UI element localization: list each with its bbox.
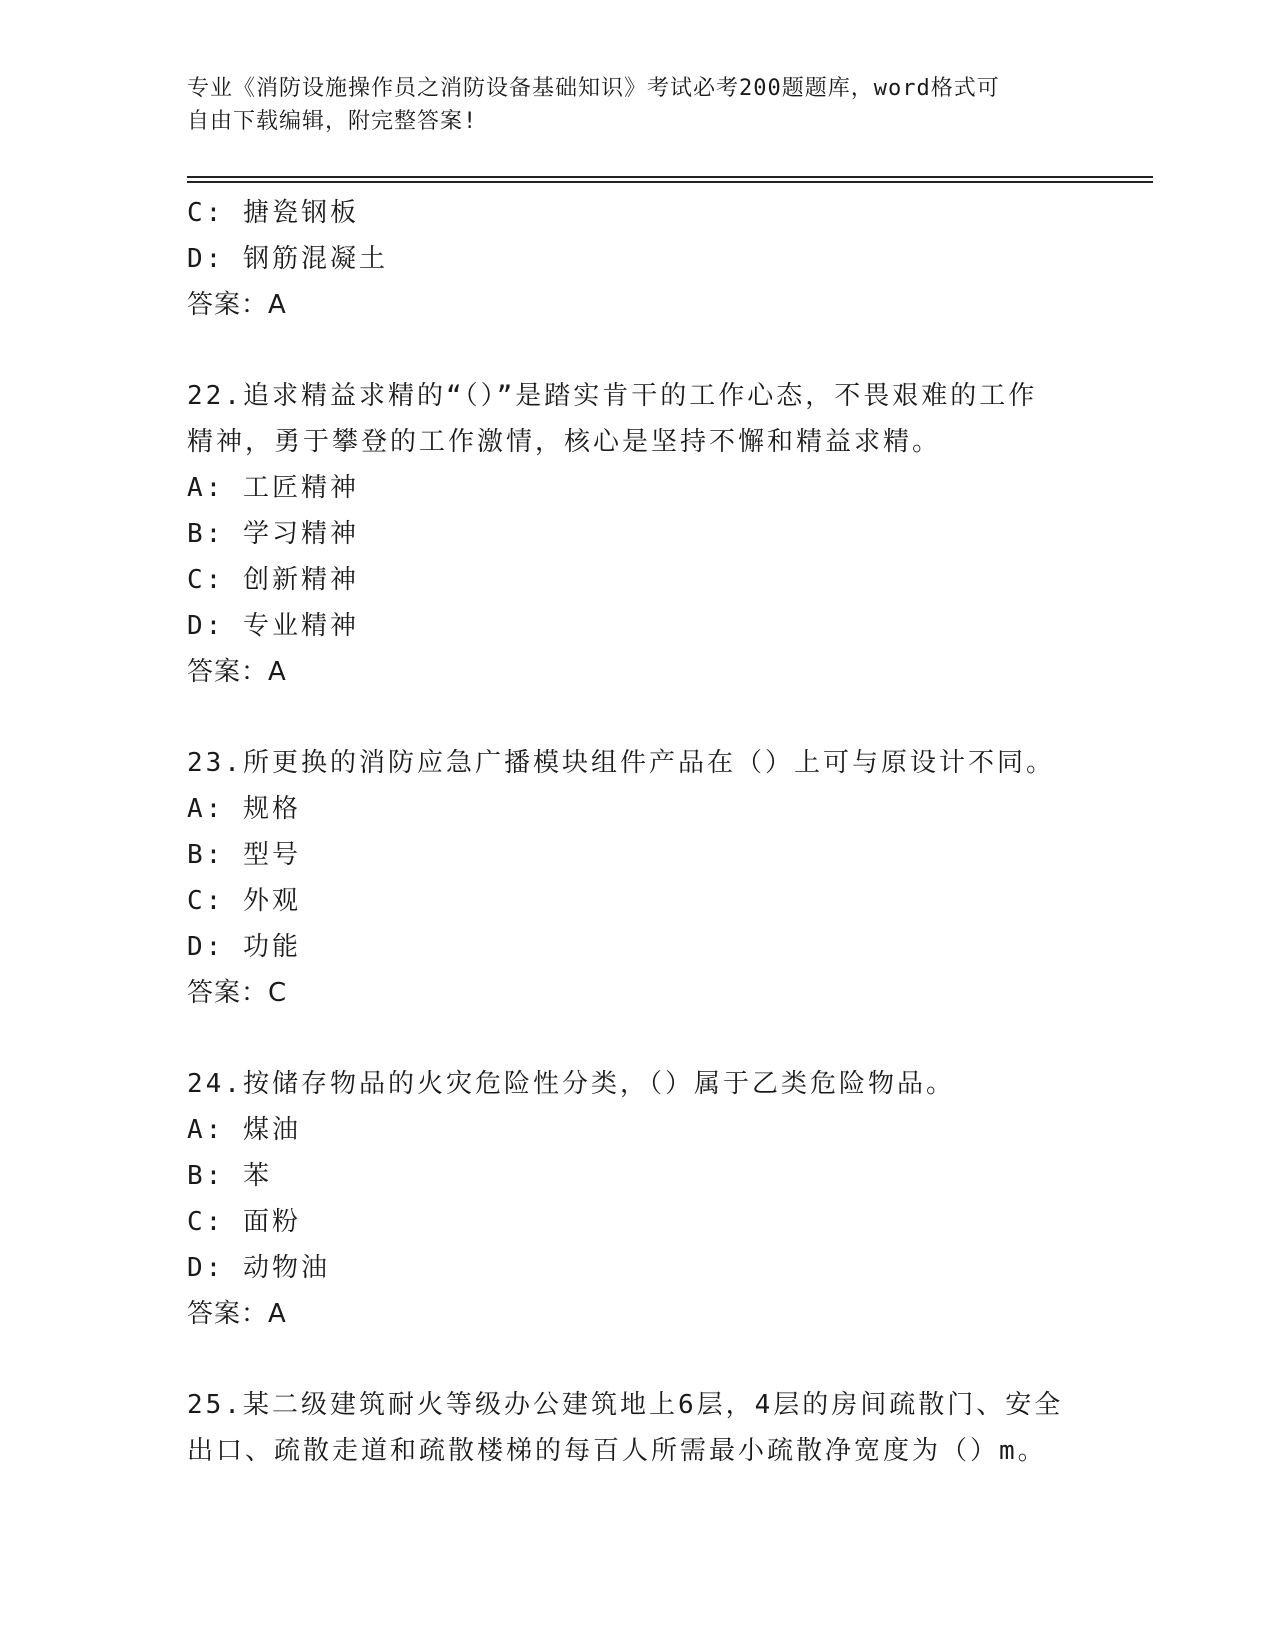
- option-c: [187, 190, 1087, 236]
- question-25: [187, 1382, 1087, 1474]
- option-c: [187, 878, 1087, 924]
- answer-line: 答案：A: [187, 1299, 287, 1329]
- option-text: 型号: [242, 840, 301, 870]
- option-b: [187, 832, 1087, 878]
- option-key: A:: [187, 1115, 225, 1145]
- option-text: 创新精神: [242, 565, 359, 595]
- option-key: D:: [187, 932, 225, 962]
- option-d: [187, 236, 1087, 282]
- answer-line: 答案：A: [187, 657, 287, 687]
- option-key: D:: [187, 1253, 225, 1283]
- option-c: [187, 557, 1087, 603]
- question-stem-line: 出口、疏散走道和疏散楼梯的每百人所需最小疏散净宽度为（）m。: [187, 1436, 1047, 1466]
- question-list: [187, 190, 1087, 1474]
- option-key: C:: [187, 1207, 225, 1237]
- header-rule-bottom: [187, 181, 1153, 183]
- option-key: C:: [187, 198, 225, 228]
- option-text: 苯: [242, 1161, 272, 1191]
- option-text: 工匠精神: [242, 473, 359, 503]
- option-a: [187, 465, 1087, 511]
- option-key: D:: [187, 244, 225, 274]
- option-a: [187, 786, 1087, 832]
- option-b: [187, 1153, 1087, 1199]
- header-rule-top: [187, 176, 1153, 178]
- option-text: 面粉: [242, 1207, 301, 1237]
- option-text: 学习精神: [242, 519, 359, 549]
- option-d: [187, 1245, 1087, 1291]
- option-key: B:: [187, 840, 225, 870]
- option-key: C:: [187, 565, 225, 595]
- question-22: [187, 373, 1087, 695]
- option-key: A:: [187, 473, 225, 503]
- question-23: [187, 740, 1087, 1016]
- question-partial: [187, 190, 1087, 328]
- option-d: [187, 924, 1087, 970]
- option-text: 煤油: [242, 1115, 301, 1145]
- option-text: 规格: [242, 794, 301, 824]
- option-key: A:: [187, 794, 225, 824]
- answer-line: 答案：C: [187, 978, 288, 1008]
- header-line-1: 专业《消防设施操作员之消防设备基础知识》考试必考200题题库，word格式可: [187, 76, 1000, 101]
- option-d: [187, 603, 1087, 649]
- option-text: 动物油: [242, 1253, 330, 1283]
- question-24: [187, 1061, 1087, 1337]
- document-header: [187, 72, 1067, 138]
- option-text: 外观: [242, 886, 301, 916]
- header-line-2: 自由下载编辑，附完整答案!: [187, 109, 478, 134]
- option-a: [187, 1107, 1087, 1153]
- option-key: B:: [187, 519, 225, 549]
- option-text: 专业精神: [242, 611, 359, 641]
- question-stem-line: 22.追求精益求精的“（）”是踏实肯干的工作心态，不畏艰难的工作: [187, 381, 1038, 411]
- option-c: [187, 1199, 1087, 1245]
- option-text: 搪瓷钢板: [242, 198, 359, 228]
- option-key: B:: [187, 1161, 225, 1191]
- option-text: 钢筋混凝土: [242, 244, 388, 274]
- answer-line: 答案：A: [187, 290, 287, 320]
- question-stem-line: 25.某二级建筑耐火等级办公建筑地上6层，4层的房间疏散门、安全: [187, 1390, 1064, 1420]
- option-key: D:: [187, 611, 225, 641]
- question-stem-line: 24.按储存物品的火灾危险性分类，（）属于乙类危险物品。: [187, 1069, 955, 1099]
- option-text: 功能: [242, 932, 301, 962]
- option-key: C:: [187, 886, 225, 916]
- option-b: [187, 511, 1087, 557]
- question-stem-line: 精神，勇于攀登的工作激情，核心是坚持不懈和精益求精。: [187, 427, 942, 457]
- question-stem-line: 23.所更换的消防应急广播模块组件产品在（）上可与原设计不同。: [187, 748, 1055, 778]
